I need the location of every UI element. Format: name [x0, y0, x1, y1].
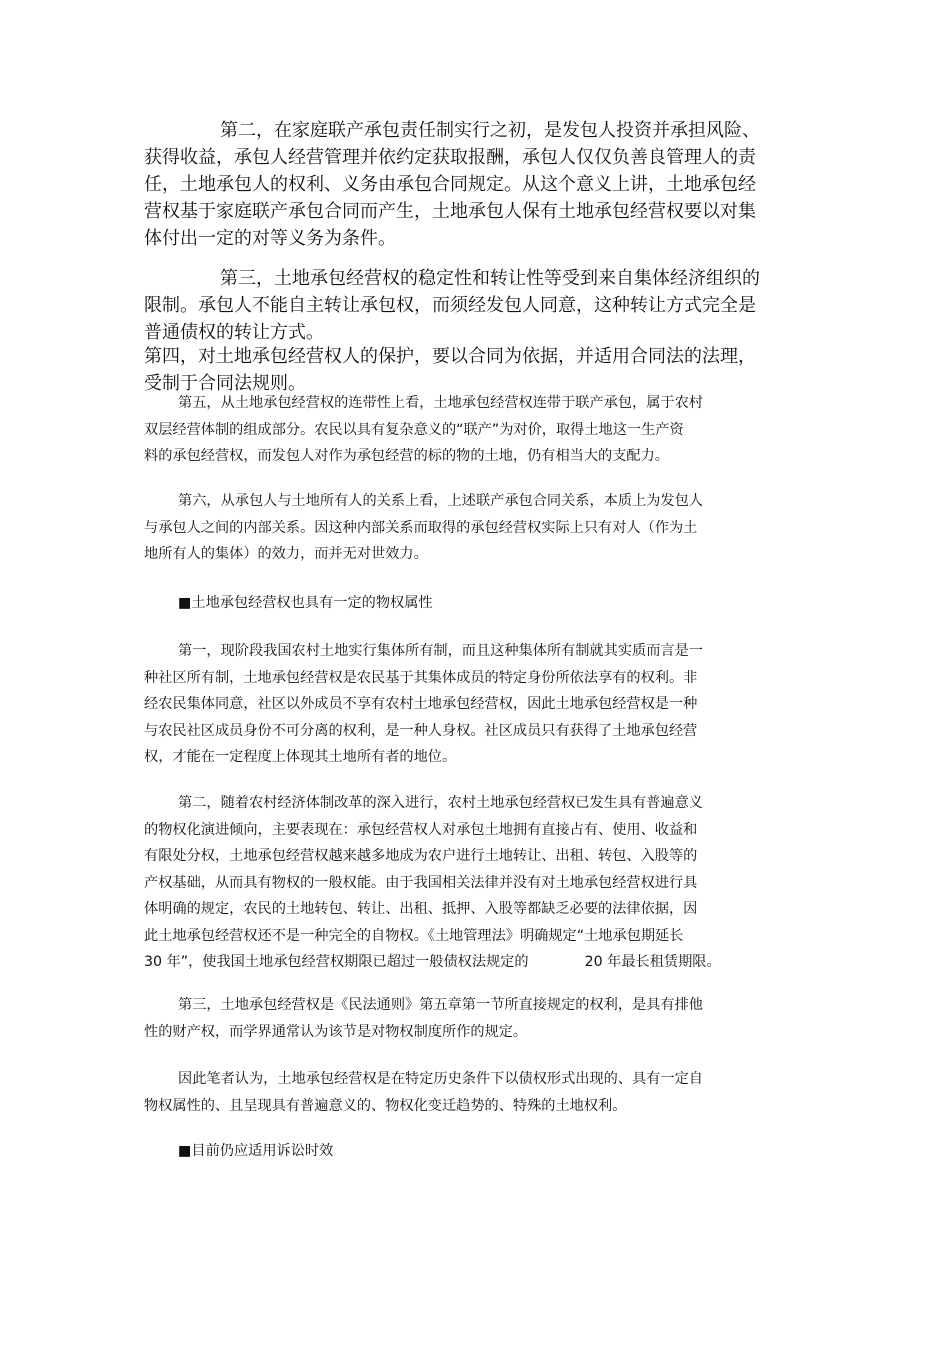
text-line: 产权基础，从而具有物权的一般权能。由于我国相关法律并没有对土地承包经营权进行具: [144, 874, 698, 891]
section-heading: ■目前仍应适用诉讼时效: [178, 1143, 334, 1159]
text-line: 限制。承包人不能自主转让承包权，而须经发包人同意，这种转让方式完全是: [144, 295, 756, 316]
text-line: 体付出一定的对等义务为条件。: [144, 228, 396, 249]
paragraph-fifth: [144, 390, 703, 470]
text-line: 与承包人之间的内部关系。因这种内部关系而取得的承包经营权实际上只有对人（作为土: [144, 519, 698, 536]
text-line: 第三，土地承包经营权的稳定性和转让性等受到来自集体经济组织的: [220, 268, 760, 289]
paragraph-third-property: [144, 992, 703, 1045]
text-line: 的物权化演进倾向，主要表现在：承包经营权人对承包土地拥有直接占有、使用、收益和: [144, 821, 698, 838]
text-fragment: 20 年最长租赁期限。: [584, 954, 721, 970]
paragraph-fourth-large: [144, 343, 756, 397]
text-line: 体明确的规定，农民的土地转包、转让、出租、抵押、入股等都缺乏必要的法律依据，因: [144, 901, 698, 917]
text-line: 第四，对土地承包经营权人的保护，要以合同为依据，并适用合同法的法理，: [144, 346, 756, 367]
text-line: 物权属性的、且呈现具有普遍意义的、物权化变迁趋势的、特殊的土地权利。: [144, 1097, 627, 1114]
text-line: 地所有人的集体）的效力，而并无对世效力。: [144, 546, 428, 562]
section-heading-property-attributes: [178, 590, 433, 617]
text-line: 与农民社区成员身份不可分离的权利，是一种人身权。社区成员只有获得了土地承包经营: [144, 722, 698, 739]
text-line: 第五，从土地承包经营权的连带性上看，土地承包经营权连带于联产承包，属于农村: [178, 395, 703, 411]
text-line: 种社区所有制，土地承包经营权是农民基于其集体成员的特定身份所依法享有的权利。非: [144, 669, 698, 686]
text-line: 第六，从承包人与土地所有人的关系上看，上述联产承包合同关系，本质上为发包人: [178, 493, 703, 509]
text-line: 有限处分权，土地承包经营权越来越多地成为农户进行土地转让、出租、转包、入股等的: [144, 848, 698, 864]
text-fragment: 30 年”，使我国土地承包经营权期限已超过一般债权法规定的: [144, 954, 529, 970]
text-line: 性的财产权，而学界通常认为该节是对物权制度所作的规定。: [144, 1023, 528, 1040]
text-line: 营权基于家庭联产承包合同而产生，土地承包人保有土地承包经营权要以对集: [144, 201, 756, 222]
text-line: 此土地承包经营权还不是一种完全的自物权。《土地管理法》明确规定“土地承包期延长: [144, 927, 684, 944]
paragraph-third-large: [144, 265, 760, 346]
text-line: 双层经营体制的组成部分。农民以具有复杂意义的“联产”为对价，取得土地这一生产资: [144, 421, 684, 438]
text-line: [144, 949, 721, 976]
text-line: 权，才能在一定程度上体现其土地所有者的地位。: [144, 749, 457, 765]
text-line: 获得收益，承包人经营管理并依约定获取报酬，承包人仅仅负善良管理人的责: [144, 147, 756, 168]
text-line: 任，土地承包人的权利、义务由承包合同规定。从这个意义上讲，土地承包经: [144, 174, 756, 195]
text-line: 普通债权的转让方式。: [144, 322, 324, 343]
section-heading: ■土地承包经营权也具有一定的物权属性: [178, 595, 433, 611]
text-line: 第二，在家庭联产承包责任制实行之初，是发包人投资并承担风险、: [220, 120, 760, 141]
text-line: 第三，土地承包经营权是《民法通则》第五章第一节所直接规定的权利，是具有排他: [178, 997, 703, 1013]
paragraph-second-property: [144, 790, 721, 976]
paragraph-conclusion: [144, 1066, 703, 1119]
text-line: 因此笔者认为，土地承包经营权是在特定历史条件下以债权形式出现的、具有一定自: [178, 1071, 703, 1087]
paragraph-sixth: [144, 488, 703, 568]
text-line: 受制于合同法规则。: [144, 373, 306, 394]
text-line: 第一，现阶段我国农村土地实行集体所有制，而且这种集体所有制就其实质而言是一: [178, 643, 703, 659]
section-heading-limitation: [178, 1138, 333, 1165]
paragraph-first-property: [144, 638, 703, 771]
text-line: 第二，随着农村经济体制改革的深入进行，农村土地承包经营权已发生具有普遍意义: [178, 795, 703, 811]
paragraph-second-large: [144, 117, 760, 252]
text-line: 经农民集体同意，社区以外成员不享有农村土地承包经营权，因此土地承包经营权是一种: [144, 696, 698, 712]
text-line: 料的承包经营权，而发包人对作为承包经营的标的物的土地，仍有相当大的支配力。: [144, 448, 669, 464]
